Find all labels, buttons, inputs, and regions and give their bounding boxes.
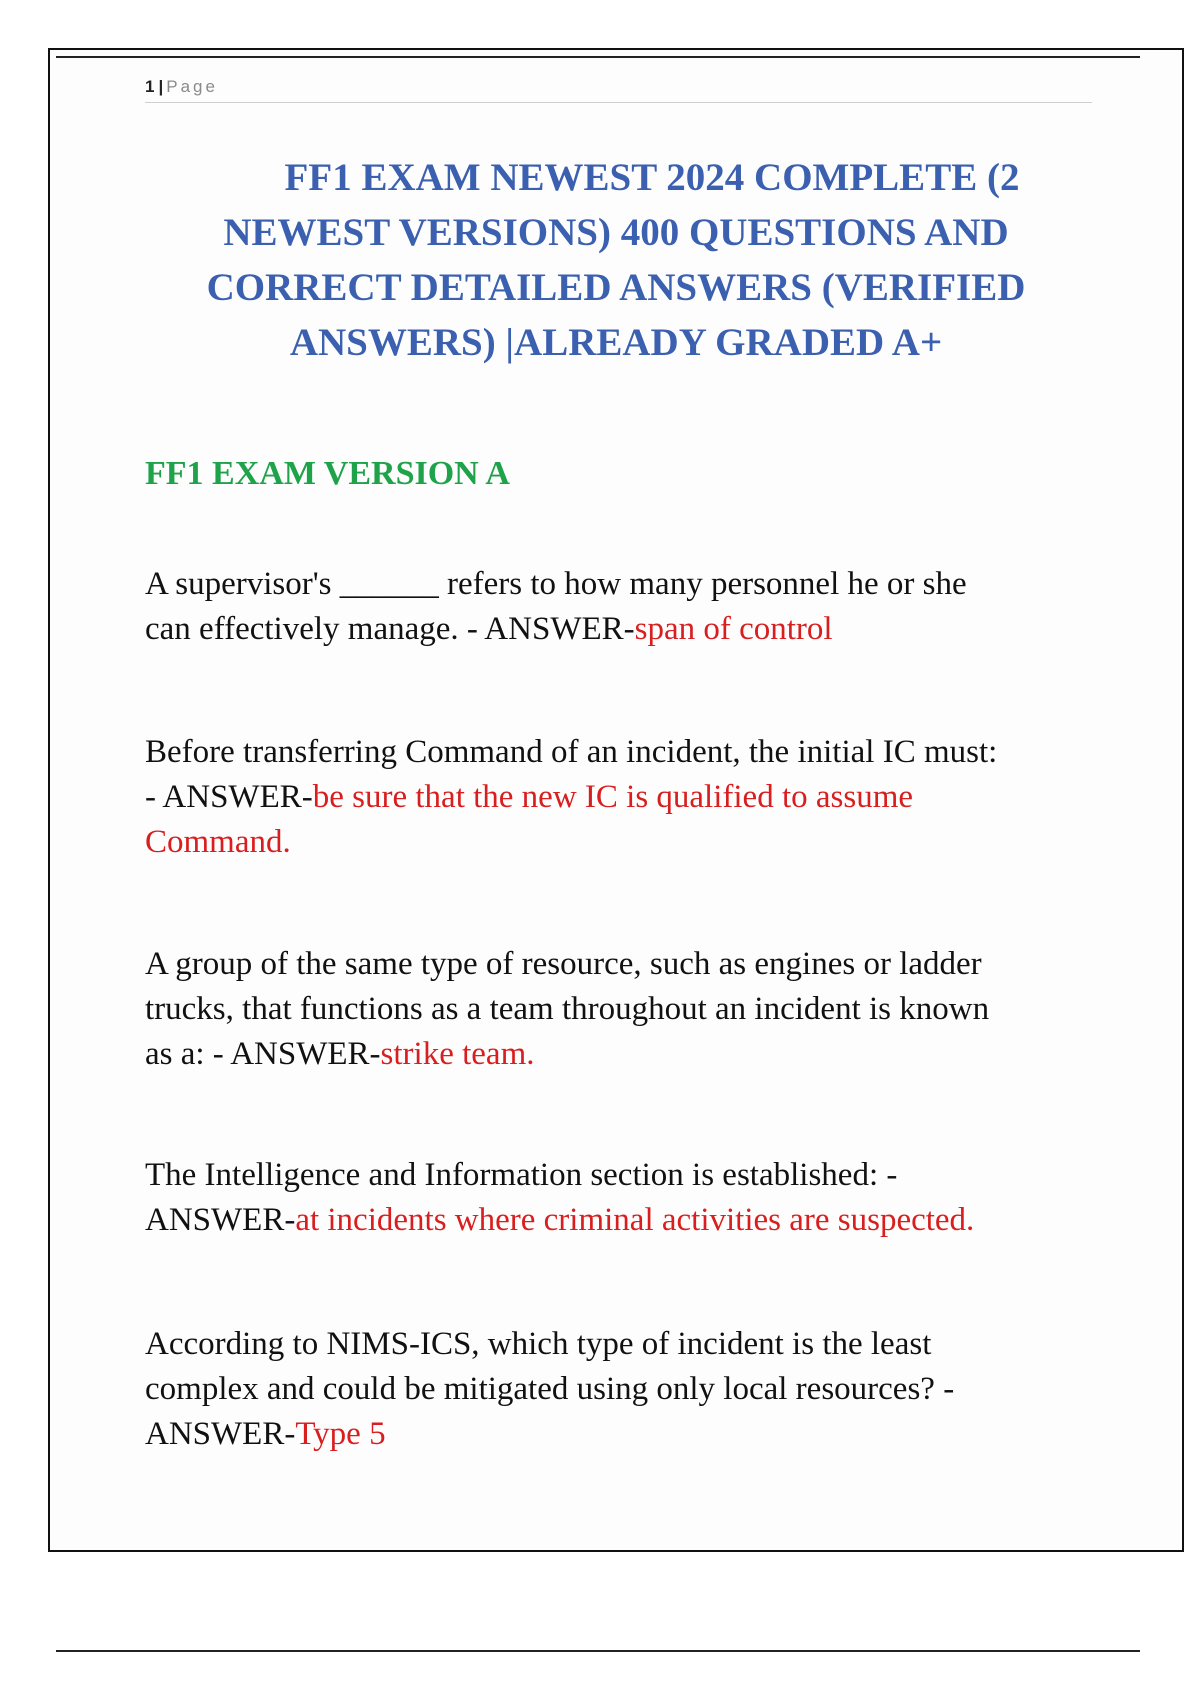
question-5 (145, 1322, 1092, 1457)
answer-text: at incidents where criminal activities are suspected. (295, 1202, 975, 1238)
question-3 (145, 942, 1092, 1077)
question-text-continued (145, 1198, 1092, 1243)
answer-prefix: as a: - ANSWER- (145, 1036, 381, 1072)
answer-prefix: ANSWER- (145, 1202, 296, 1238)
question-1 (145, 562, 1092, 652)
question-text-continued: complex and could be mitigated using only local resources? - (145, 1371, 955, 1407)
document-page (48, 48, 1184, 1552)
question-4 (145, 1153, 1092, 1243)
question-text-continued (145, 607, 1092, 652)
answer-text: be sure that the new IC is qualified to assume (312, 779, 914, 815)
page-label: Page (166, 77, 218, 96)
next-page-rule (56, 1650, 1140, 1652)
page-separator: | (158, 77, 164, 96)
question-text: Before transferring Command of an incident, the initial IC must: (145, 734, 998, 770)
question-text: A group of the same type of resource, such as engines or ladder (145, 946, 982, 982)
question-text: A supervisor's ______ refers to how many personnel he or she (145, 566, 967, 602)
document-title (170, 150, 1062, 370)
question-text-continued: trucks, that functions as a team throughout an incident is known (145, 991, 990, 1027)
question-text-final (145, 1412, 1092, 1457)
answer-text: Type 5 (295, 1416, 386, 1452)
answer-prefix: - ANSWER- (145, 779, 313, 815)
question-text: The Intelligence and Information section is established: - (145, 1157, 898, 1193)
title-line-2: NEWEST VERSIONS) 400 QUESTIONS AND (223, 211, 1009, 254)
answer-text: strike team. (380, 1036, 535, 1072)
section-title: FF1 EXAM VERSION A (145, 455, 510, 492)
question-text-final (145, 1032, 1092, 1077)
answer-prefix: ANSWER- (145, 1416, 296, 1452)
title-line-4: ANSWERS) |ALREADY GRADED A+ (289, 321, 943, 364)
question-text-continued (145, 775, 1092, 820)
page-header (145, 72, 1092, 103)
answer-prefix: can effectively manage. - ANSWER- (145, 611, 635, 647)
page-number: 1 (145, 77, 155, 96)
question-2 (145, 730, 1092, 865)
top-rule (56, 56, 1140, 58)
title-line-1: FF1 EXAM NEWEST 2024 COMPLETE (2 (284, 156, 1020, 199)
answer-text-continued: Command. (145, 824, 291, 860)
answer-text: span of control (634, 611, 833, 647)
question-text: According to NIMS-ICS, which type of incident is the least (145, 1326, 932, 1362)
title-line-3: CORRECT DETAILED ANSWERS (VERIFIED (206, 266, 1026, 309)
